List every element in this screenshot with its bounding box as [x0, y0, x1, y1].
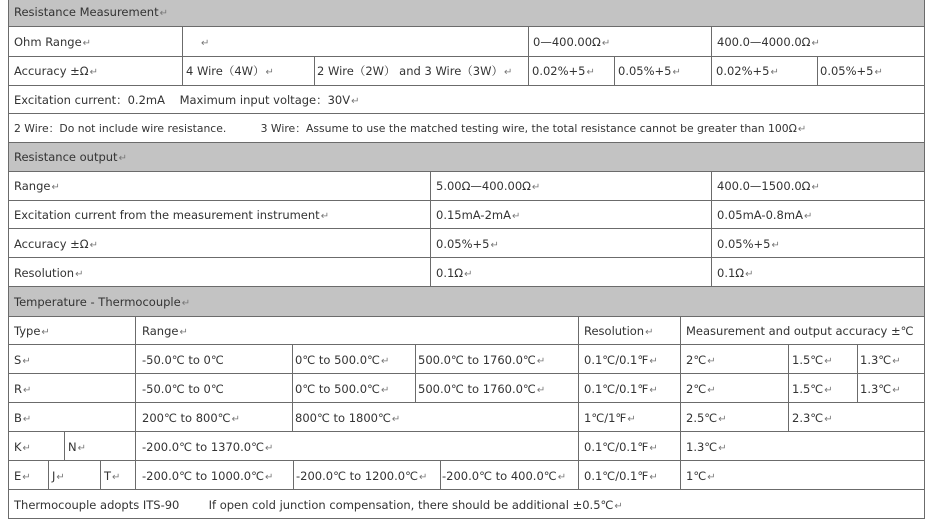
accuracy-value-3: 0.02%+5: [716, 64, 770, 78]
range-cell: -200.0℃ to 400.0℃: [442, 469, 557, 483]
output-row-high: 0.05%+5: [717, 237, 771, 251]
accuracy-cell: 1.3℃: [860, 353, 892, 367]
two-three-wire-label: 2 Wire（2W） and 3 Wire（3W）: [317, 64, 503, 78]
output-row-low: 0.05%+5: [436, 237, 490, 251]
type-b: B: [14, 411, 22, 425]
accuracy-cell: 1.5℃: [792, 353, 824, 367]
empty-cell-mark: ↵: [201, 38, 210, 49]
accuracy-cell: 2.3℃: [792, 411, 824, 425]
range-cell: 0℃ to 500.0℃: [295, 353, 380, 367]
output-row-low: 0.1Ω: [436, 266, 464, 280]
type-t: T: [104, 469, 112, 483]
four-wire-label: 4 Wire（4W）: [186, 64, 265, 78]
output-row-high: 0.1Ω: [717, 266, 745, 280]
type-s: S: [14, 353, 22, 367]
resolution-cell: 0.1℃/0.1℉: [584, 469, 649, 483]
ohm-range-low: 0—400.00Ω: [533, 35, 601, 49]
range-cell: 200℃ to 800℃: [142, 411, 231, 425]
output-row-label: Accuracy ±Ω: [14, 237, 89, 251]
header-range: Range: [142, 324, 179, 338]
output-row-low: 5.00Ω—400.00Ω: [436, 179, 531, 193]
range-cell: 500.0℃ to 1760.0℃: [418, 382, 536, 396]
resolution-cell: 0.1℃/0.1℉: [584, 353, 649, 367]
output-row-label: Range: [14, 179, 51, 193]
header-resolution: Resolution: [584, 324, 645, 338]
accuracy-cell: 2℃: [686, 382, 707, 396]
range-cell: -200.0℃ to 1000.0℃: [142, 469, 264, 483]
section-title-thermocouple: Temperature - Thermocouple: [14, 295, 181, 309]
resolution-cell: 0.1℃/0.1℉: [584, 382, 649, 396]
range-cell: -200.0℃ to 1370.0℃: [142, 440, 264, 454]
range-cell: 800℃ to 1800℃: [295, 411, 391, 425]
spec-table: Resistance Measurement↵ Ohm Range↵ ↵ 0—400.00Ω↵ 400.0—4000.0Ω↵ Accuracy ±Ω↵ 4 Wire（4W）↵ 2 Wire（2W） and 3 Wire（3W）↵ 0.02%+5↵ 0.05%+5↵ 0.02%+5↵ 0.05%+5↵ Excitation current：0.2mA Maximum input voltage：30V↵ 2 Wire：Do not include wire resistance. 3 Wire：Assume to use the matched testing wire, the total resistance cannot be greater than 100Ω↵ Resistance output↵ Range↵ 5.00Ω—400.00Ω↵ 400.0—1500.0Ω↵ Excitation current from the measurement instrument↵ 0.15mA-2mA↵ 0.05mA-0.8mA↵ Accuracy ±Ω↵ 0.05%+5↵ 0.05%+5↵ Resolution↵ 0.1Ω↵ 0.1Ω↵ Temperature - Thermocouple↵ Type↵ Range↵ Resolution↵ Measurement and output accuracy ±℃ S↵ -50.0℃ to 0℃ 0℃ to 500.0℃↵ 500.0℃ to 1760.0℃↵ 0.1℃/0.1℉↵ 2℃↵ 1.5℃↵ 1.3℃↵ R↵ -50.0℃ to 0℃ 0℃ to 500.0℃↵ 500.0℃ to 1760.0℃↵ 0.1℃/0.1℉↵ 2℃↵ 1.5℃↵ 1.3℃↵ B↵ 200℃ to 800℃↵ 800℃ to 1800℃↵ 1℃/1℉↵ 2.5℃↵ 2.3℃↵ K↵ N↵ -200.0℃ to 1370.0℃↵ 0.1℃/0.1℉↵ 1.3℃↵ E↵ J↵ T↵ -200.0℃ to 1000.0℃↵ -200.0℃ to 1200.0℃↵ -200.0℃ to 400.0℃↵ 0.1℃/0.1℉↵ 1℃↵ Thermocouple adopts ITS-90 If open cold junction compensation, there should be additional ±0.5℃↵: [0, 0, 933, 523]
accuracy-cell: 1℃: [686, 469, 707, 483]
ohm-range-label: Ohm Range: [14, 35, 82, 49]
type-r: R: [14, 382, 22, 396]
resolution-cell: 0.1℃/0.1℉: [584, 440, 649, 454]
accuracy-cell: 1.3℃: [686, 440, 718, 454]
section-title-resistance-measurement: Resistance Measurement: [14, 5, 159, 19]
accuracy-value-2: 0.05%+5: [618, 64, 672, 78]
accuracy-value-4: 0.05%+5: [820, 64, 874, 78]
accuracy-cell: 1.5℃: [792, 382, 824, 396]
output-row-label: Excitation current from the measurement instrument: [14, 208, 320, 222]
accuracy-value-1: 0.02%+5: [532, 64, 586, 78]
output-row-label: Resolution: [14, 266, 75, 280]
output-row-high: 400.0—1500.0Ω: [717, 179, 811, 193]
resolution-cell: 1℃/1℉: [584, 411, 627, 425]
range-cell: 500.0℃ to 1760.0℃: [418, 353, 536, 367]
range-cell: -50.0℃ to 0℃: [142, 382, 224, 396]
wire-note: 2 Wire：Do not include wire resistance. 3 Wire：Assume to use the matched testing wire, the total resistance cannot be greater than 100Ω: [14, 122, 797, 135]
output-row-low: 0.15mA-2mA: [436, 208, 511, 222]
type-k: K: [14, 440, 22, 454]
accuracy-cell: 2℃: [686, 353, 707, 367]
accuracy-cell: 1.3℃: [860, 382, 892, 396]
ohm-range-high: 400.0—4000.0Ω: [717, 35, 811, 49]
accuracy-cell: 2.5℃: [686, 411, 718, 425]
output-row-high: 0.05mA-0.8mA: [717, 208, 803, 222]
range-cell: -50.0℃ to 0℃: [142, 353, 224, 367]
type-n: N: [68, 440, 77, 454]
accuracy-label: Accuracy ±Ω: [14, 64, 89, 78]
type-j: J: [52, 469, 56, 483]
type-e: E: [14, 469, 22, 483]
range-cell: -200.0℃ to 1200.0℃: [296, 469, 418, 483]
header-accuracy: Measurement and output accuracy ±℃: [686, 324, 914, 338]
thermocouple-footer-note: Thermocouple adopts ITS-90 If open cold junction compensation, there should be additional ±0.5℃: [14, 498, 614, 512]
header-type: Type: [14, 324, 41, 338]
section-title-resistance-output: Resistance output: [14, 150, 118, 164]
section-band-resistance-output: [8, 143, 925, 171]
range-cell: 0℃ to 500.0℃: [295, 382, 380, 396]
excitation-note: Excitation current：0.2mA Maximum input voltage：30V: [14, 93, 351, 107]
